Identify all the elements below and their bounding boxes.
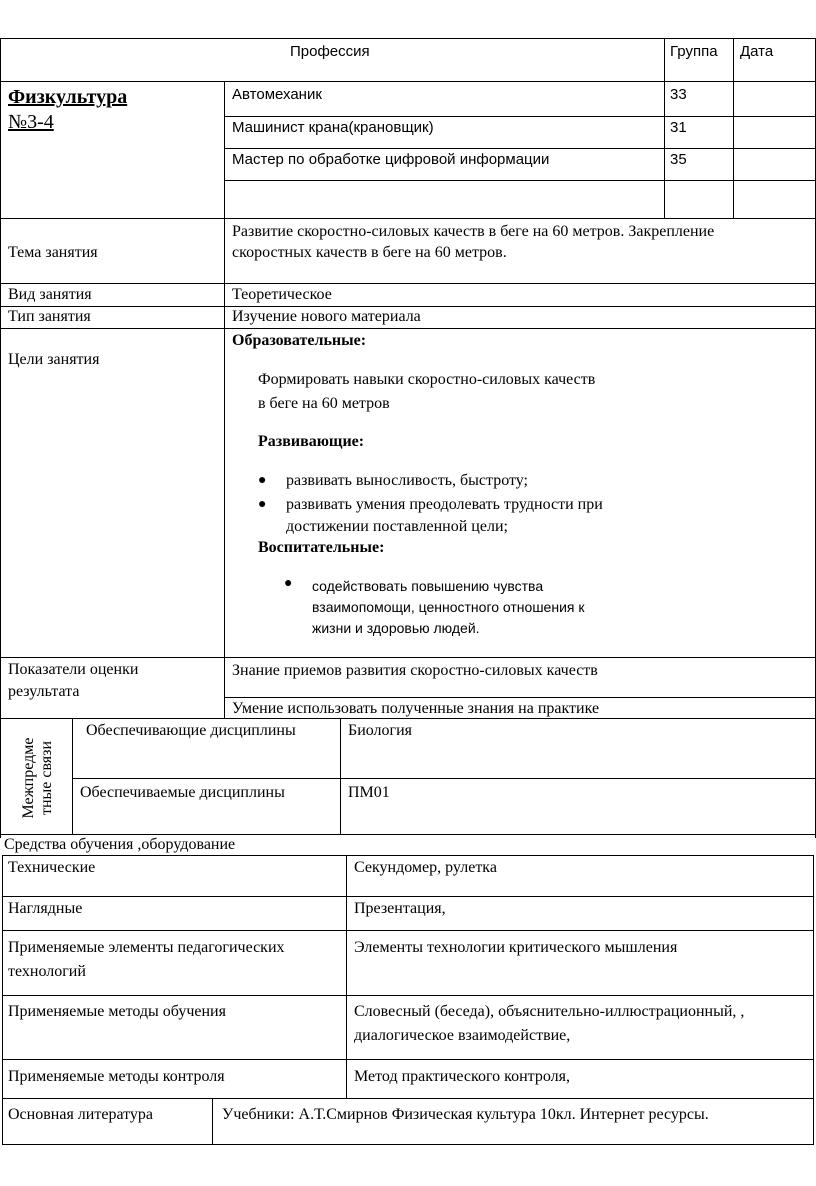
- means-control-label: Применяемые методы контроля: [8, 1068, 225, 1085]
- means-control-value: Метод практического контроля,: [354, 1068, 570, 1085]
- profession-name: Мастер по обработке цифровой информации: [232, 151, 550, 168]
- topic-line-2: скоростных качеств в беге на 60 метров.: [232, 244, 507, 261]
- lesson-type-label: Тип занятия: [8, 308, 91, 325]
- indicators-item: Умение использовать полученные знания на практике: [232, 700, 600, 717]
- means-methods-value: Словесный (беседа), объяснительно-иллюстрационный, ,: [354, 1003, 745, 1020]
- provided-disciplines-label: Обеспечиваемые дисциплины: [80, 784, 285, 801]
- means-ped-label: Применяемые элементы педагогических: [8, 939, 285, 956]
- goals-educational-text: в беге на 60 метров: [258, 395, 390, 412]
- goals-upbringing-item: содействовать повышению чувства: [312, 578, 544, 594]
- header-group: Группа: [670, 43, 718, 60]
- means-literature-label: Основная литература: [8, 1106, 154, 1123]
- providing-disciplines-label: Обеспечивающие дисциплины: [86, 722, 296, 739]
- intersubject-label: Межпредме тные связи: [20, 737, 55, 819]
- goals-developing-item: достижении поставленной цели;: [286, 518, 508, 535]
- header-date: Дата: [740, 43, 774, 60]
- topic-line-1: Развитие скоростно-силовых качеств в беге на 60 метров. Закрепление: [232, 223, 715, 240]
- bullet-icon: ●: [284, 576, 293, 591]
- indicators-label: результата: [8, 683, 80, 700]
- means-technical-value: Секундомер, рулетка: [354, 859, 497, 876]
- provided-disciplines-value: ПМ01: [348, 784, 390, 801]
- means-ped-value: Элементы технологии критического мышления: [354, 939, 678, 956]
- header-profession: Профессия: [290, 43, 370, 60]
- profession-group: 35: [670, 151, 687, 168]
- goals-developing-item: развивать выносливость, быстроту;: [286, 472, 528, 489]
- profession-group: 33: [670, 86, 687, 103]
- goals-upbringing-item: жизни и здоровью людей.: [312, 620, 480, 636]
- goals-upbringing-heading: Воспитательные:: [258, 539, 385, 556]
- means-heading: Средства обучения ,оборудование: [4, 836, 236, 853]
- profession-group: 31: [670, 119, 687, 136]
- goals-educational-text: Формировать навыки скоростно-силовых качеств: [258, 371, 596, 388]
- means-methods-label: Применяемые методы обучения: [8, 1003, 226, 1020]
- goals-developing-item: развивать умения преодолевать трудности при: [286, 496, 603, 513]
- bullet-icon: ●: [258, 497, 267, 512]
- indicators-item: Знание приемов развития скоростно-силовых качеств: [232, 662, 598, 679]
- goals-upbringing-item: взаимопомощи, ценностного отношения к: [312, 599, 585, 615]
- lesson-type-value: Изучение нового материала: [232, 308, 421, 325]
- subject-title: Физкультура: [8, 86, 128, 108]
- means-visual-label: Наглядные: [8, 900, 83, 917]
- lesson-kind-label: Вид занятия: [8, 286, 92, 303]
- profession-name: Машинист крана(крановщик): [232, 119, 434, 136]
- goals-developing-heading: Развивающие:: [258, 433, 365, 450]
- providing-disciplines-value: Биология: [348, 722, 413, 739]
- indicators-label: Показатели оценки: [8, 661, 139, 678]
- means-literature-value: Учебники: А.Т.Смирнов Физическая культура 10кл. Интернет ресурсы.: [222, 1106, 709, 1123]
- means-ped-label: технологий: [8, 963, 86, 980]
- profession-name: Автомеханик: [232, 86, 322, 103]
- means-technical-label: Технические: [8, 859, 96, 876]
- means-visual-value: Презентация,: [354, 900, 446, 917]
- bullet-icon: ●: [258, 473, 267, 488]
- lesson-kind-value: Теоретическое: [232, 286, 332, 303]
- means-methods-value: диалогическое взаимодействие,: [354, 1027, 571, 1044]
- goals-educational-heading: Образовательные:: [232, 332, 367, 349]
- subject-number: №3-4: [8, 111, 54, 133]
- topic-label: Тема занятия: [8, 244, 98, 261]
- goals-label: Цели занятия: [8, 351, 100, 368]
